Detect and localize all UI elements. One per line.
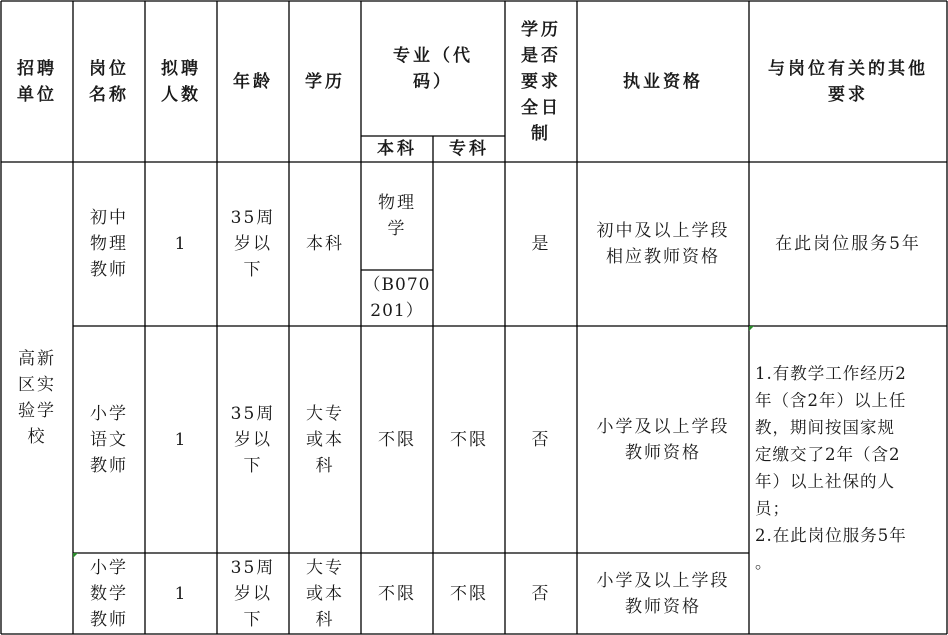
row3-education: 大专 或本 科 (306, 557, 344, 630)
header-qualification: 执业资格 (623, 71, 703, 92)
row1-qualification: 初中及以上学段 相应教师资格 (596, 221, 730, 267)
row1-age: 35周 岁以 下 (230, 208, 276, 280)
row3-count: 1 (174, 583, 188, 604)
row2-fulltime: 否 (531, 429, 551, 450)
row1-major-undergrad: 物理 学 (378, 193, 416, 239)
row1-fulltime: 是 (531, 234, 551, 254)
row1-count: 1 (174, 234, 188, 254)
row3-age: 35周 岁以 下 (230, 557, 276, 630)
row2-age: 35周 岁以 下 (230, 403, 276, 476)
row1-other-requirements: 在此岗位服务5年 (775, 234, 921, 254)
row3-major-college: 不限 (450, 583, 488, 604)
header-major: 专业（代 码） (393, 45, 473, 92)
row2-major-college: 不限 (450, 429, 488, 450)
row3-position: 小学 数学 教师 (90, 557, 128, 630)
row2-qualification: 小学及以上学段 教师资格 (596, 416, 730, 463)
row3-qualification: 小学及以上学段 教师资格 (596, 570, 730, 617)
header-education: 学历 (305, 71, 345, 92)
row1-position: 初中 物理 教师 (90, 208, 128, 280)
unit-name: 高新 区实 验学 校 (18, 349, 56, 447)
header-position: 岗位 名称 (89, 58, 129, 105)
row1-major-college (433, 162, 505, 326)
header-major-college: 专科 (449, 139, 489, 159)
row2-count: 1 (174, 429, 188, 450)
header-age: 年龄 (233, 71, 273, 92)
header-count: 拟聘 人数 (161, 58, 201, 105)
row1-education: 本科 (306, 234, 344, 254)
row2-education: 大专 或本 科 (306, 403, 344, 476)
row3-fulltime: 否 (531, 583, 551, 604)
header-other-requirements: 与岗位有关的其他 要求 (768, 58, 928, 105)
row2-major-undergrad: 不限 (378, 429, 416, 450)
row2-position: 小学 语文 教师 (90, 403, 128, 476)
row1-major-code: （B070 201） (363, 275, 431, 321)
header-major-undergrad: 本科 (377, 139, 417, 159)
header-fulltime: 学历 是否 要求 全日 制 (521, 19, 561, 144)
row3-major-undergrad: 不限 (378, 583, 416, 604)
shared-other-requirements: 1.有教学工作经历2 年（含2年）以上任 教，期间按国家规 定缴交了2年（含2 年）以上社保的人 员； 2.在此岗位服务5年 。 (755, 364, 907, 572)
header-unit: 招聘 单位 (17, 58, 57, 105)
